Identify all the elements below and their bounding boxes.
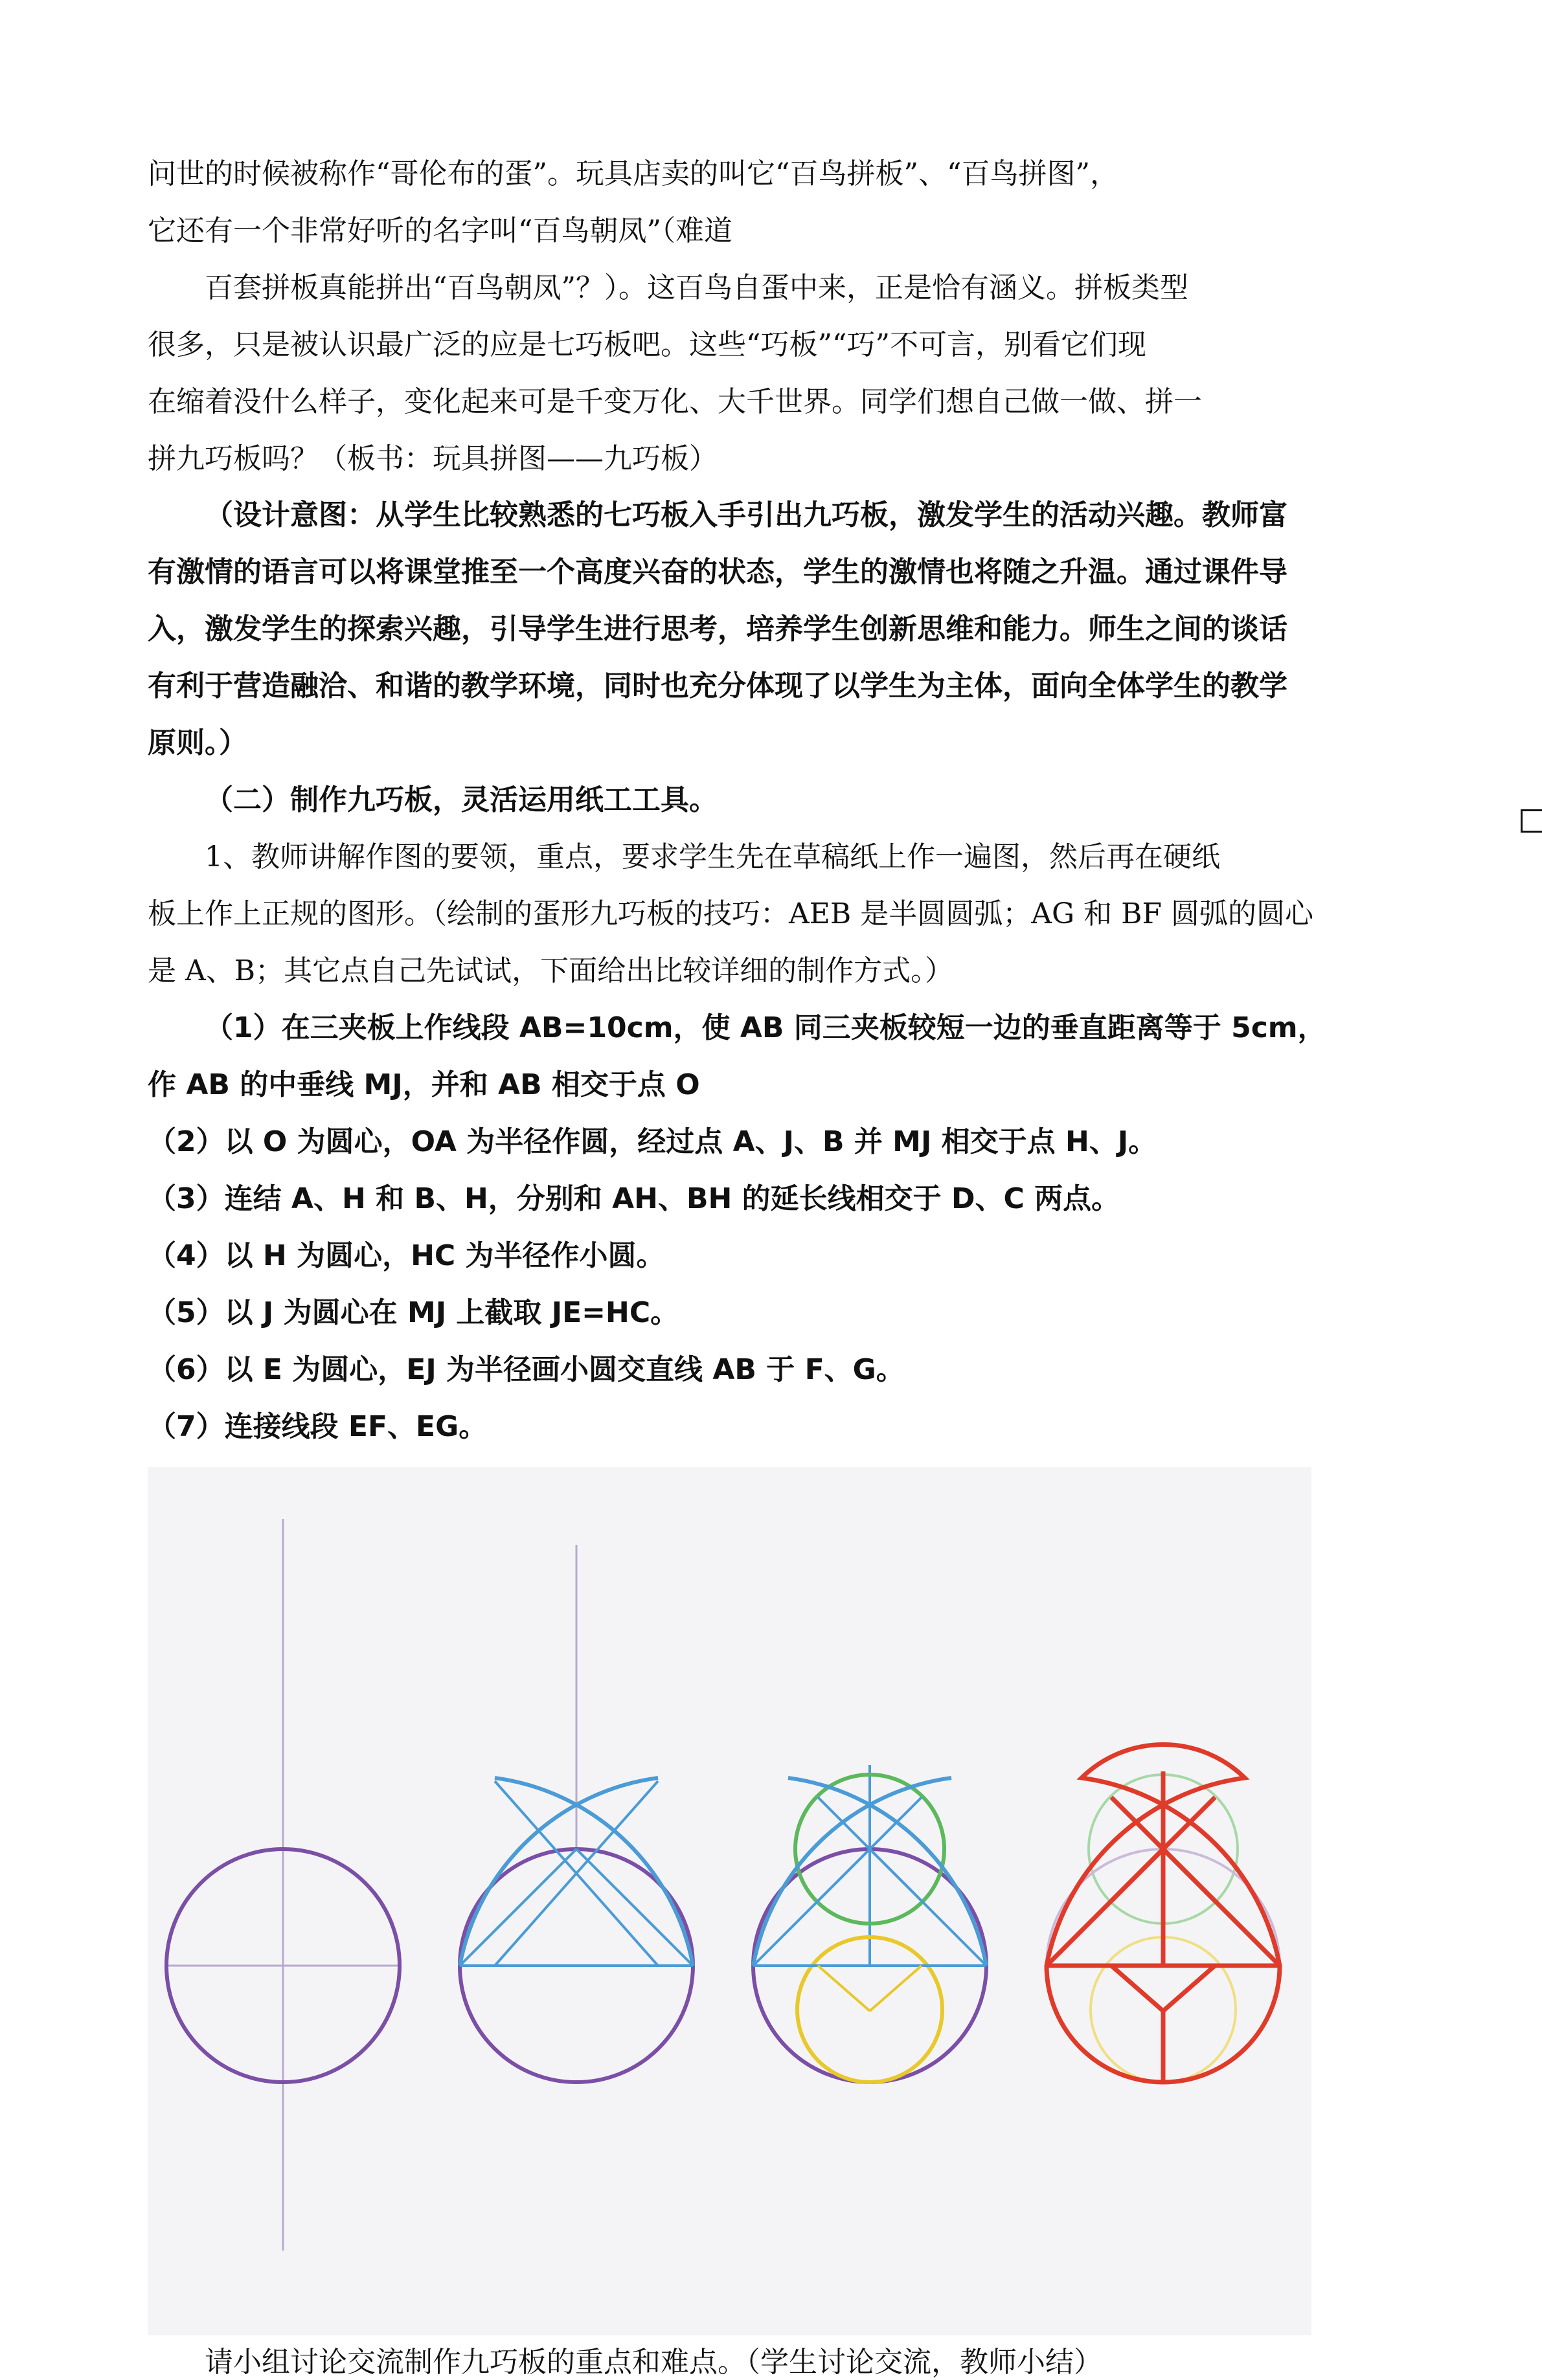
margin-marker bbox=[1521, 809, 1542, 833]
intro-line: 问世的时候被称作“哥伦布的蛋”。玩具店卖的叫它“百鸟拼板”、“百鸟拼图”， bbox=[148, 157, 1118, 190]
step-line: （3）连结 A、H 和 B、H，分别和 AH、BH 的延长线相交于 D、C 两点。 bbox=[148, 1182, 1120, 1215]
egg-construction-svg bbox=[148, 1467, 1311, 2335]
step-line: 作 AB 的中垂线 MJ，并和 AB 相交于点 O bbox=[148, 1068, 700, 1101]
step-line: （6）以 E 为圆心，EJ 为半径画小圆交直线 AB 于 F、G。 bbox=[148, 1353, 905, 1386]
step1-paragraph bbox=[148, 829, 1398, 1000]
egg-construction-figure bbox=[148, 1467, 1311, 2335]
figure-background bbox=[148, 1467, 1311, 2335]
intro-line: 百套拼板真能拼出“百鸟朝凤”？）。这百鸟自蛋中来，正是恰有涵义。拼板类型 bbox=[205, 271, 1188, 304]
step1-line: 1、教师讲解作图的要领，重点，要求学生先在草稿纸上作一遍图，然后再在硬纸 bbox=[205, 840, 1220, 873]
intro-line: 拼九巧板吗？（板书：玩具拼图——九巧板） bbox=[148, 442, 718, 475]
step-line: （1）在三夹板上作线段 AB=10cm，使 AB 同三夹板较短一边的垂直距离等于 5cm， bbox=[205, 1011, 1326, 1044]
intro-line: 很多，只是被认识最广泛的应是七巧板吧。这些“巧板”“巧”不可言，别看它们现 bbox=[148, 328, 1146, 361]
step-line: （7）连接线段 EF、EG。 bbox=[148, 1410, 488, 1443]
section-heading-text: （二）制作九巧板，灵活运用纸工工具。 bbox=[205, 783, 718, 816]
step-line: （4）以 H 为圆心，HC 为半径作小圆。 bbox=[148, 1239, 665, 1272]
design-intent-line: 入，激发学生的探索兴趣，引导学生进行思考，培养学生创新思维和能力。师生之间的谈话 bbox=[148, 612, 1287, 646]
step1-line: 板上作上正规的图形。（绘制的蛋形九巧板的技巧：AEB 是半圆圆弧；AG 和 BF 圆弧的圆心 bbox=[148, 897, 1313, 930]
design-intent-line: 原则。） bbox=[148, 726, 247, 759]
design-intent-line: （设计意图：从学生比较熟悉的七巧板入手引出九巧板，激发学生的活动兴趣。教师富 bbox=[205, 499, 1287, 532]
intro-line: 它还有一个非常好听的名字叫“百鸟朝凤”（难道 bbox=[148, 214, 732, 247]
intro-paragraph bbox=[148, 146, 1398, 488]
design-intent-line: 有利于营造融洽、和谐的教学环境，同时也充分体现了以学生为主体，面向全体学生的教学 bbox=[148, 669, 1287, 702]
design-intent-line: 有激情的语言可以将课堂推至一个高度兴奋的状态，学生的激情也将随之升温。通过课件导 bbox=[148, 556, 1287, 589]
discussion-caption: 请小组讨论交流制作九巧板的重点和难点。（学生讨论交流，教师小结） bbox=[205, 2346, 1102, 2379]
intro-line: 在缩着没什么样子，变化起来可是千变万化、大千世界。同学们想自己做一做、拼一 bbox=[148, 385, 1202, 418]
design-intent-paragraph bbox=[148, 487, 1398, 772]
step-line: （2）以 O 为圆心，OA 为半径作圆，经过点 A、J、B 并 MJ 相交于点 H、J。 bbox=[148, 1125, 1157, 1158]
construction-steps bbox=[148, 1000, 1398, 1455]
section-heading bbox=[148, 772, 1398, 829]
step-line: （5）以 J 为圆心在 MJ 上截取 JE=HC。 bbox=[148, 1296, 679, 1329]
step1-line: 是 A、B；其它点自己先试试，下面给出比较详细的制作方式。） bbox=[148, 954, 954, 987]
